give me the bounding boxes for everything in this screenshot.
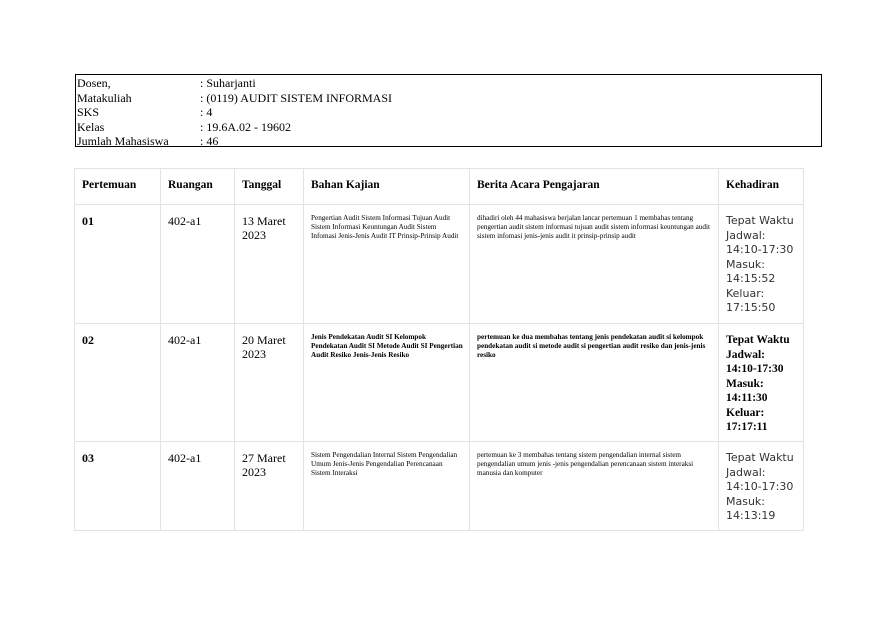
kehadiran-jadwal-label: Jadwal:	[726, 228, 766, 242]
info-value: : Suharjanti	[200, 76, 256, 90]
kehadiran-keluar-value: 17:17:11	[726, 421, 768, 433]
header-pertemuan: Pertemuan	[75, 169, 161, 205]
info-value: : (0119) AUDIT SISTEM INFORMASI	[200, 90, 393, 105]
cell-ruangan: 402-a1	[161, 205, 235, 324]
kehadiran-jadwal-label: Jadwal:	[726, 465, 766, 479]
info-label: Matakuliah	[77, 90, 132, 105]
header-berita-acara: Berita Acara Pengajaran	[470, 169, 719, 205]
kehadiran-jadwal-value: 14:10-17:30	[726, 480, 794, 493]
cell-ruangan: 402-a1	[161, 442, 235, 531]
info-row-dosen	[77, 76, 821, 91]
cell-bahan-kajian: Jenis Pendekatan Audit SI Kelompok Pendekatan Audit SI Metode Audit SI Pengertian Audit Resiko Jenis-Jenis Resiko	[304, 324, 470, 442]
kehadiran-masuk-value: 14:15:52	[726, 272, 776, 285]
info-label: Jumlah Mahasiswa	[77, 134, 169, 148]
header-ruangan: Ruangan	[161, 169, 235, 205]
cell-kehadiran	[719, 205, 804, 324]
kehadiran-masuk-label: Masuk:	[726, 494, 766, 508]
kehadiran-masuk-label: Masuk:	[726, 257, 766, 271]
cell-ruangan: 402-a1	[161, 324, 235, 442]
course-info-box	[75, 74, 822, 147]
cell-tanggal: 13 Maret 2023	[235, 205, 304, 324]
info-value: : 46	[200, 134, 219, 148]
info-row-matakuliah	[77, 91, 821, 106]
header-tanggal: Tanggal	[235, 169, 304, 205]
cell-tanggal: 20 Maret 2023	[235, 324, 304, 442]
kehadiran-keluar-label: Keluar:	[726, 406, 765, 419]
kehadiran-masuk-value: 14:11:30	[726, 392, 768, 404]
cell-pertemuan: 03	[75, 442, 161, 531]
info-value: : 19.6A.02 - 19602	[200, 119, 291, 134]
cell-kehadiran	[719, 324, 804, 442]
table-row	[75, 324, 804, 442]
cell-pertemuan: 02	[75, 324, 161, 442]
kehadiran-status: Tepat Waktu	[726, 451, 794, 464]
info-row-jumlah-mahasiswa	[77, 134, 821, 149]
kehadiran-keluar-value: 17:15:50	[726, 301, 776, 314]
cell-berita-acara: dihadiri oleh 44 mahasiswa berjalan lancar pertemuan 1 membahas tentang pengertian audit sistem informasi tujuan audit sistem informasi keuntungan audit sistem infomasi jenis-jenis audit it prinsip-prinsip audit	[470, 205, 719, 324]
attendance-table-wrapper	[74, 168, 803, 531]
info-row-kelas	[77, 120, 821, 135]
cell-bahan-kajian: Pengertian Audit Sistem Informasi Tujuan Audit Sistem Informasi Keuntungan Audit Sistem Infomasi Jenis-Jenis Audit IT Prinsip-Prinsip Audit	[304, 205, 470, 324]
kehadiran-masuk-label: Masuk:	[726, 377, 764, 390]
kehadiran-status: Tepat Waktu	[726, 334, 790, 346]
info-label: Kelas	[77, 119, 105, 134]
kehadiran-status: Tepat Waktu	[726, 214, 794, 227]
kehadiran-jadwal-value: 14:10-17:30	[726, 363, 784, 375]
table-row	[75, 442, 804, 531]
cell-berita-acara: pertemuan ke dua membahas tentang jenis pendekatan audit si kelompok pendekatan audit si metode audit si pengertian audit resiko dan jenis-jenis resiko	[470, 324, 719, 442]
kehadiran-jadwal-label: Jadwal:	[726, 348, 765, 361]
info-value: : 4	[200, 105, 213, 119]
table-header-row	[75, 169, 804, 205]
header-bahan-kajian: Bahan Kajian	[304, 169, 470, 205]
info-label: Dosen,	[77, 76, 111, 90]
header-kehadiran: Kehadiran	[719, 169, 804, 205]
cell-berita-acara: pertemuan ke 3 membahas tentang sistem pengendalian internal sistem pengendalian umum jenis -jenis pengendalian perencanaan sistem interaksi manusia dan komputer	[470, 442, 719, 531]
info-label: SKS	[77, 105, 100, 119]
cell-pertemuan: 01	[75, 205, 161, 324]
cell-kehadiran	[719, 442, 804, 531]
cell-bahan-kajian: Sistem Pengendalian Internal Sistem Pengendalian Umum Jenis-Jenis Pengendalian Perencanaan Sistem Interaksi	[304, 442, 470, 531]
attendance-table	[74, 168, 804, 531]
table-row	[75, 205, 804, 324]
kehadiran-jadwal-value: 14:10-17:30	[726, 243, 794, 256]
kehadiran-keluar-label: Keluar:	[726, 286, 765, 300]
info-row-sks	[77, 105, 821, 120]
kehadiran-masuk-value: 14:13:19	[726, 509, 776, 522]
cell-tanggal: 27 Maret 2023	[235, 442, 304, 531]
